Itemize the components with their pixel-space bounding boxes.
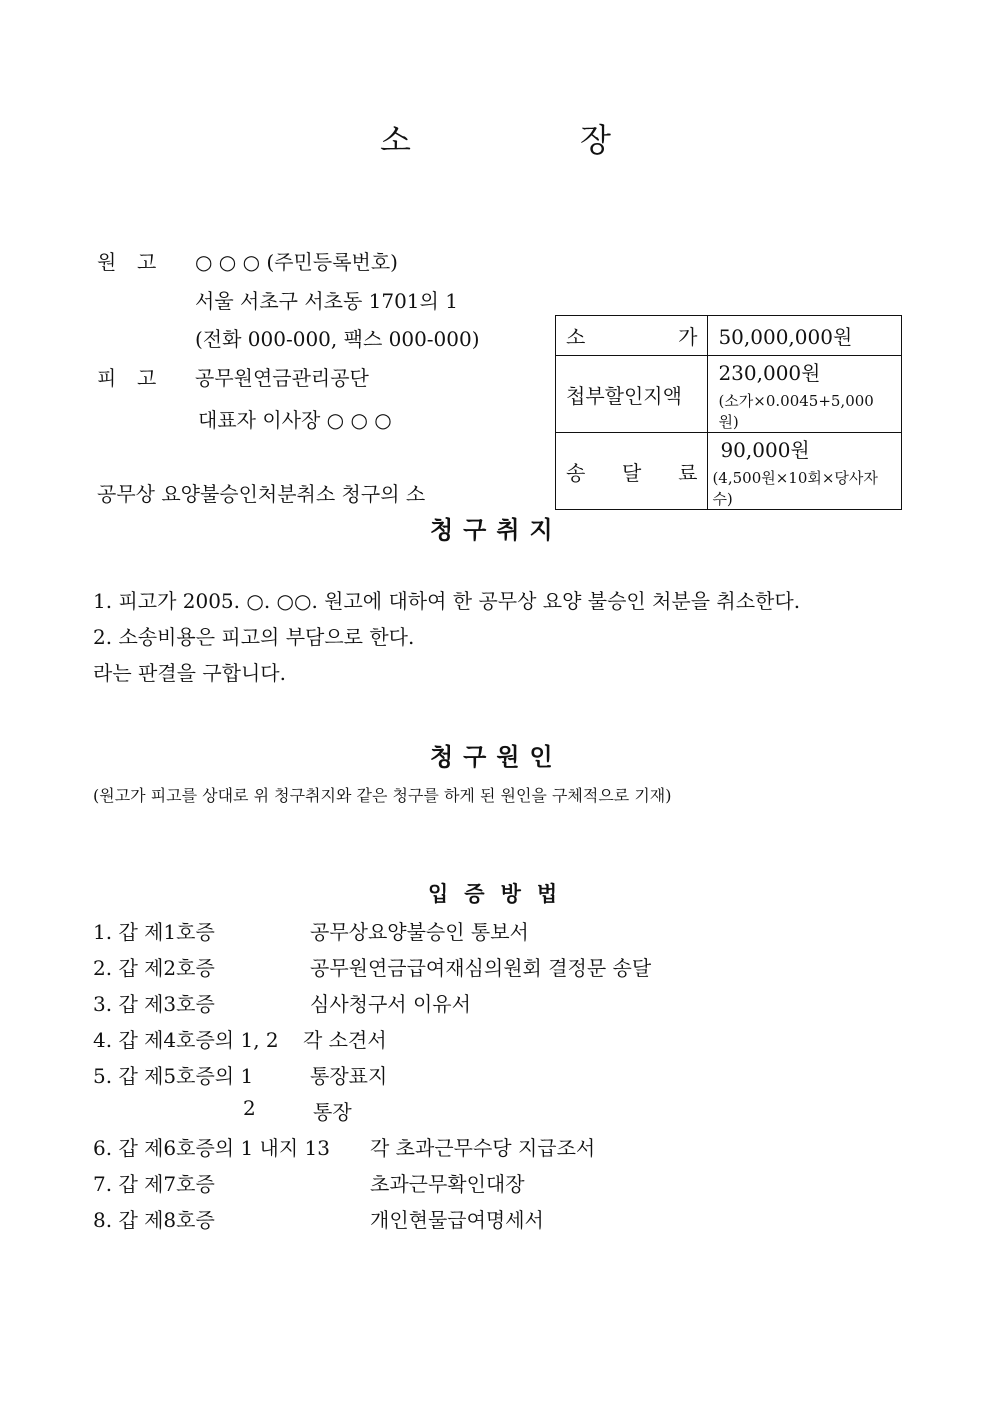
evidence-number: 4. 갑 제4호증의 1, 2 bbox=[93, 1028, 279, 1052]
evidence-description: 공무원연금급여재심의원회 결정문 송달 bbox=[310, 956, 652, 980]
claim-cause-heading: 청구원인 bbox=[430, 742, 563, 771]
fee-label: 첩부할인지액 bbox=[556, 356, 708, 433]
claim-purpose-heading: 청구취지 bbox=[430, 515, 563, 544]
evidence-number: 1. 갑 제1호증 bbox=[93, 920, 215, 944]
defendant-representative: 대표자 이사장 ○ ○ ○ bbox=[198, 408, 392, 432]
evidence-number: 8. 갑 제8호증 bbox=[93, 1208, 215, 1232]
fee-amount: 50,000,000원 bbox=[718, 325, 853, 349]
evidence-description: 통장표지 bbox=[310, 1064, 388, 1088]
fee-formula: (4,500원×10회×당사자수) bbox=[712, 468, 878, 508]
claim-purpose-line: 1. 피고가 2005. ○. ○○. 원고에 대하여 한 공무상 요양 불승인 처분을 취소한다. bbox=[93, 589, 801, 613]
case-name: 공무상 요양불승인처분취소 청구의 소 bbox=[97, 482, 426, 506]
document-title-left: 소 bbox=[380, 121, 411, 159]
evidence-number: 2 bbox=[243, 1096, 256, 1120]
claim-purpose-line: 2. 소송비용은 피고의 부담으로 한다. bbox=[93, 625, 415, 649]
fee-formula: (소가×0.0045+5,000원) bbox=[718, 391, 874, 431]
defendant-label-1: 피 bbox=[97, 366, 117, 390]
claim-purpose-line: 라는 판결을 구합니다. bbox=[93, 661, 286, 685]
evidence-description: 개인현물급여명세서 bbox=[370, 1208, 544, 1232]
defendant-name: 공무원연금관리공단 bbox=[195, 366, 369, 390]
evidence-description: 공무상요양불승인 통보서 bbox=[310, 920, 529, 944]
defendant-label-2: 고 bbox=[137, 366, 157, 390]
evidence-description: 통장 bbox=[313, 1100, 352, 1124]
evidence-heading: 입증방법 bbox=[428, 881, 574, 906]
evidence-description: 각 소견서 bbox=[303, 1028, 387, 1052]
plaintiff-address: 서울 서초구 서초동 1701의 1 bbox=[195, 289, 458, 313]
claim-cause-note: (원고가 피고를 상대로 위 청구취지와 같은 청구를 하게 된 원인을 구체적으로 기재) bbox=[93, 786, 672, 805]
evidence-number: 6. 갑 제6호증의 1 내지 13 bbox=[93, 1136, 331, 1160]
plaintiff-name: ○ ○ ○ (주민등록번호) bbox=[195, 250, 398, 274]
evidence-number: 5. 갑 제5호증의 1 bbox=[93, 1064, 254, 1088]
fee-table bbox=[555, 315, 902, 510]
fee-value bbox=[708, 356, 902, 433]
fee-value bbox=[708, 316, 902, 356]
evidence-number: 3. 갑 제3호증 bbox=[93, 992, 215, 1016]
plaintiff-label-2: 고 bbox=[137, 250, 157, 274]
evidence-description: 각 초과근무수당 지급조서 bbox=[370, 1136, 596, 1160]
plaintiff-label-1: 원 bbox=[97, 250, 117, 274]
fee-row bbox=[556, 433, 902, 510]
fee-label: 소 가 bbox=[556, 316, 708, 356]
fee-row bbox=[556, 316, 902, 356]
fee-row bbox=[556, 356, 902, 433]
fee-value bbox=[708, 433, 902, 510]
plaintiff-contact: (전화 000-000, 팩스 000-000) bbox=[195, 327, 480, 351]
document-title-right: 장 bbox=[580, 121, 611, 159]
fee-label: 송 달 료 bbox=[556, 433, 708, 510]
evidence-description: 심사청구서 이유서 bbox=[310, 992, 471, 1016]
evidence-number: 7. 갑 제7호증 bbox=[93, 1172, 215, 1196]
evidence-description: 초과근무확인대장 bbox=[370, 1172, 525, 1196]
fee-amount: 90,000원 bbox=[720, 437, 810, 462]
evidence-number: 2. 갑 제2호증 bbox=[93, 956, 215, 980]
fee-amount: 230,000원 bbox=[718, 360, 821, 385]
